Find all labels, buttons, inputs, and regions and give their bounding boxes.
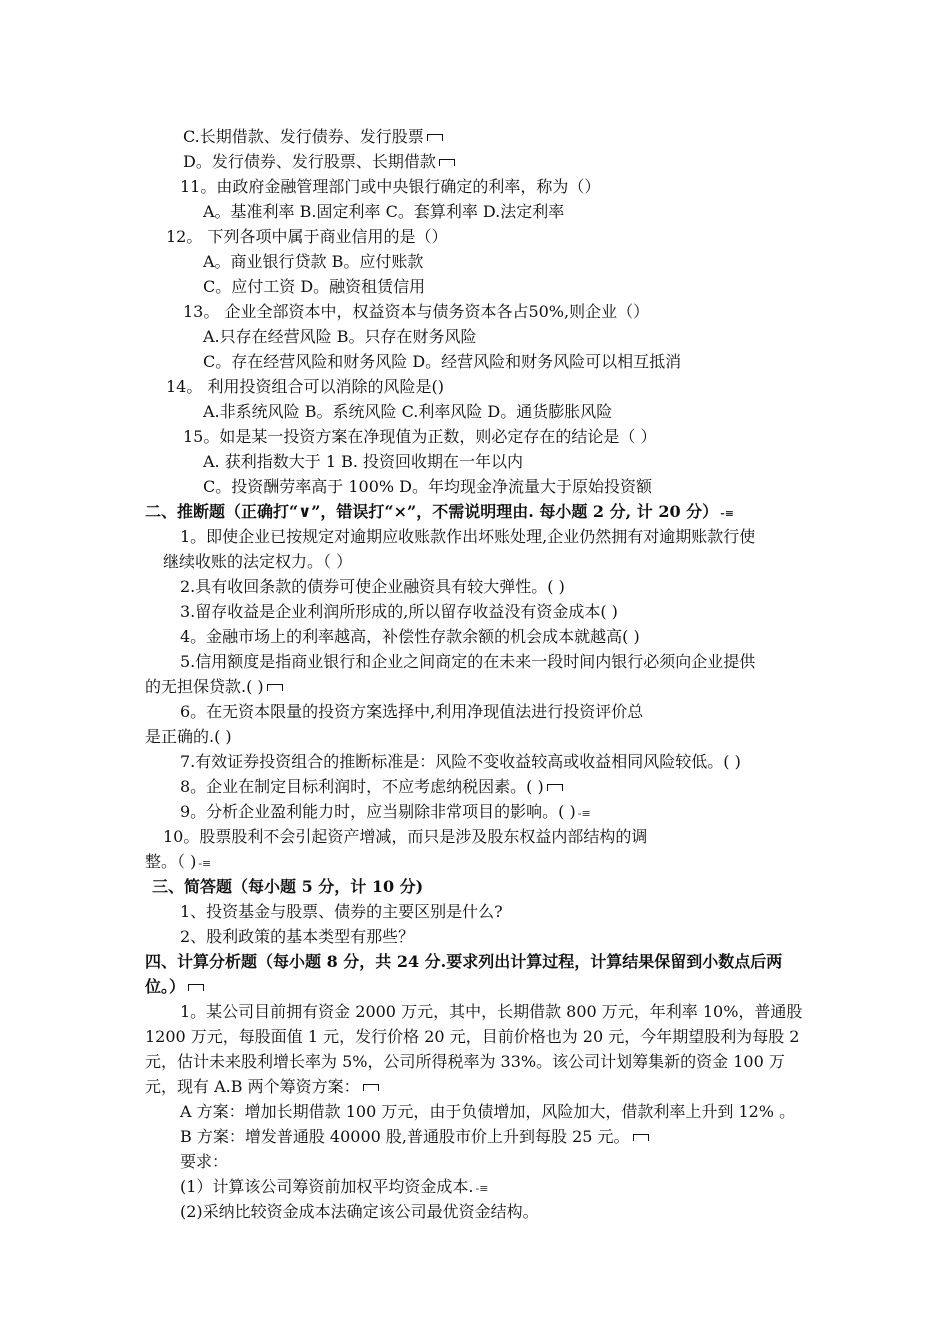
calc-1-line-4 bbox=[145, 1077, 379, 1097]
judge-10-line-1: 10。股票股利不会引起资产增减，而只是涉及股东权益内部结构的调 bbox=[163, 827, 648, 846]
line-text: 的无担保贷款.( ) bbox=[145, 677, 264, 696]
plan-a: A 方案：增加长期借款 100 万元，由于负债增加，风险加大，借款利率上升到 12% 。 bbox=[180, 1102, 796, 1121]
format-mark: -≡ bbox=[720, 507, 734, 520]
format-mark: -≡ bbox=[475, 1182, 489, 1195]
question-12-options-cd: C。应付工资 D。融资租赁信用 bbox=[203, 277, 426, 296]
question-12-options-ab: A。商业银行贷款 B。应付账款 bbox=[203, 252, 424, 271]
paragraph-mark-icon bbox=[439, 159, 455, 166]
calc-1-line-2: 1200 万元，每股面值 1 元，发行价格 20 元，目前价格也为 20 元，今年期望股利为每股 2 bbox=[145, 1027, 800, 1046]
paragraph-mark-icon bbox=[547, 784, 563, 791]
section-2-heading bbox=[145, 502, 734, 524]
line-text: 8。企业在制定目标利润时，不应考虑纳税因素。( ) bbox=[180, 777, 544, 796]
section-4-heading-line-1: 四、计算分析题（每小题 8 分，共 24 分.要求列出计算过程，计算结果保留到小数点后两 bbox=[145, 952, 783, 971]
judge-1-line-1: 1。即使企业已按规定对逾期应收账款作出坏账处理,企业仍然拥有对逾期账款行使 bbox=[180, 527, 756, 546]
paragraph-mark-icon bbox=[427, 134, 443, 141]
heading-text: 位。） bbox=[145, 977, 186, 996]
paragraph-mark-icon bbox=[363, 1084, 379, 1091]
question-13-options-cd: C。存在经营风险和财务风险 D。经营风险和财务风险可以相互抵消 bbox=[203, 352, 682, 371]
calc-1-line-3: 元，估计未来股利增长率为 5%，公司所得税率为 33%。该公司计划筹集新的资金 100 万 bbox=[145, 1052, 785, 1071]
format-mark: -≡ bbox=[577, 807, 591, 820]
requirement-2: (2)采纳比较资金成本法确定该公司最优资金结构。 bbox=[180, 1202, 539, 1221]
judge-2: 2.具有收回条款的债券可使企业融资具有较大弹性。( ) bbox=[180, 577, 565, 596]
question-15: 15。如是某一投资方案在净现值为正数，则必定存在的结论是（ ） bbox=[183, 427, 657, 446]
judge-4: 4。金融市场上的利率越高，补偿性存款余额的机会成本就越高( ) bbox=[180, 627, 640, 646]
requirement-1 bbox=[180, 1177, 488, 1199]
plan-b bbox=[180, 1127, 649, 1147]
short-answer-2: 2、股利政策的基本类型有那些？ bbox=[180, 927, 415, 946]
line-text: C.长期借款、发行债券、发行股票 bbox=[183, 127, 424, 146]
short-answer-1: 1、投资基金与股票、债券的主要区别是什么? bbox=[180, 902, 503, 921]
judge-3: 3.留存收益是企业利润所形成的,所以留存收益没有资金成本( ) bbox=[180, 602, 618, 621]
line-text: 元，现有 A.B 两个筹资方案： bbox=[145, 1077, 360, 1096]
question-12: 12。 下列各项中属于商业信用的是（） bbox=[166, 227, 448, 246]
paragraph-mark-icon bbox=[633, 1134, 649, 1141]
line-text: 整。（ ) bbox=[145, 852, 197, 871]
requirements-label: 要求： bbox=[180, 1152, 229, 1171]
question-14: 14。 利用投资组合可以消除的风险是() bbox=[166, 377, 444, 396]
judge-1-line-2: 继续收账的法定权力。（ ） bbox=[163, 552, 353, 571]
question-14-options: A.非系统风险 B。系统风险 C.利率风险 D。通货膨胀风险 bbox=[203, 402, 613, 421]
line-text: 9。分析企业盈利能力时，应当剔除非常项目的影响。( ) bbox=[180, 802, 576, 821]
judge-6-line-1: 6。在无资本限量的投资方案选择中,利用净现值法进行投资评价总 bbox=[180, 702, 644, 721]
calc-1-line-1: 1。某公司目前拥有资金 2000 万元，其中，长期借款 800 万元，年利率 10%，普通股 bbox=[180, 1002, 803, 1021]
judge-6-line-2: 是正确的.( ) bbox=[145, 727, 232, 746]
section-4-heading-line-2 bbox=[145, 977, 204, 997]
judge-9 bbox=[180, 802, 591, 824]
judge-10-line-2 bbox=[145, 852, 211, 874]
paragraph-mark-icon bbox=[188, 984, 204, 991]
question-13: 13。 企业全部资本中，权益资本与债务资本各占50%,则企业（） bbox=[183, 302, 650, 321]
line-text: D。发行债券、发行股票、长期借款 bbox=[183, 152, 436, 171]
option-d-line bbox=[183, 152, 455, 172]
judge-5-line-1: 5.信用额度是指商业银行和企业之间商定的在未来一段时间内银行必须向企业提供 bbox=[180, 652, 756, 671]
heading-text: 二、推断题（正确打“∨”，错误打“×”，不需说明理由. 每小题 2 分, 计 20 分） bbox=[145, 502, 719, 521]
question-15-options-ab: A. 获利指数大于 1 B. 投资回收期在一年以内 bbox=[203, 452, 524, 471]
question-11-options: A。基准利率 B.固定利率 C。套算利率 D.法定利率 bbox=[203, 202, 565, 221]
paragraph-mark-icon bbox=[267, 684, 283, 691]
judge-5-line-2 bbox=[145, 677, 283, 697]
question-13-options-ab: A.只存在经营风险 B。只存在财务风险 bbox=[203, 327, 477, 346]
line-text: B 方案：增发普通股 40000 股,普通股市价上升到每股 25 元。 bbox=[180, 1127, 630, 1146]
question-11: 11。由政府金融管理部门或中央银行确定的利率，称为（） bbox=[180, 177, 601, 196]
section-3-heading: 三、简答题（每小题 5 分，计 10 分) bbox=[152, 877, 424, 896]
format-mark: -≡ bbox=[198, 857, 212, 870]
option-c-line bbox=[183, 127, 443, 147]
question-15-options-cd: C。投资酬劳率高于 100% D。年均现金净流量大于原始投资额 bbox=[203, 477, 652, 496]
judge-8 bbox=[180, 777, 563, 797]
judge-7: 7.有效证券投资组合的推断标准是：风险不变收益较高或收益相同风险较低。( ) bbox=[180, 752, 741, 771]
line-text: (1）计算该公司筹资前加权平均资金成本. bbox=[180, 1177, 474, 1196]
